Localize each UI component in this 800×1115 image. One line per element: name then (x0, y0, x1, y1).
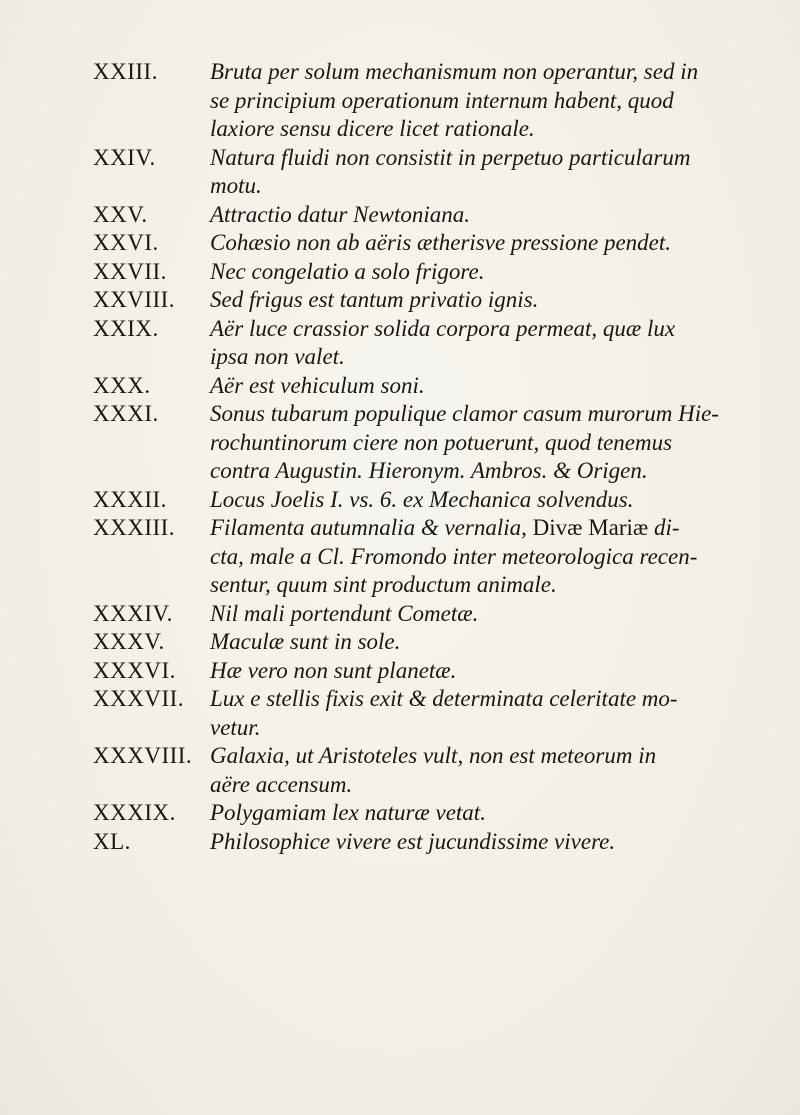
thesis-text: Philosophice vivere est jucundissime vivere. (210, 828, 616, 854)
thesis-number: XXXVI. (93, 657, 176, 683)
thesis-37 (93, 685, 733, 742)
thesis-number: XXXII. (93, 486, 167, 512)
thesis-number: XXXIII. (93, 515, 176, 540)
thesis-number: XXIV. (93, 144, 156, 170)
thesis-number: XXVII. (93, 258, 167, 284)
thesis-number: XXVIII. (93, 287, 176, 312)
thesis-text: Nil mali portendunt Cometæ. (210, 600, 479, 626)
thesis-32 (93, 486, 733, 515)
thesis-text: Aër est vehiculum soni. (210, 372, 425, 398)
thesis-25 (93, 201, 733, 230)
thesis-30 (93, 372, 733, 401)
thesis-34 (93, 600, 733, 629)
thesis-number: XXVI. (93, 230, 159, 255)
thesis-33 (93, 514, 733, 600)
thesis-number: XXXVII. (93, 686, 185, 711)
thesis-text: Lux e stellis fixis exit & determinata celeritate mo- vetur. (210, 686, 678, 740)
thesis-text: Locus Joelis I. vs. 6. ex Mechanica solvendus. (210, 486, 634, 512)
thesis-text: Sed frigus est tantum privatio ignis. (210, 287, 539, 312)
thesis-number: XXXVIII. (93, 743, 193, 768)
thesis-31 (93, 400, 733, 486)
thesis-text: Natura fluidi non consistit in perpetuo particularum motu. (210, 144, 691, 198)
thesis-text: Filamenta autumnalia & vernalia, Divæ Mariæ di- cta, male a Cl. Fromondo inter meteorologica recen- sentur, quum sint productum animale. (210, 515, 698, 597)
thesis-28 (93, 286, 733, 315)
thesis-26 (93, 229, 733, 258)
thesis-23 (93, 58, 733, 144)
thesis-text: Nec congelatio a solo frigore. (210, 258, 485, 284)
thesis-number: XXXIX. (93, 800, 176, 825)
thesis-text: Attractio datur Newtoniana. (210, 201, 471, 227)
thesis-24 (93, 144, 733, 201)
thesis-35 (93, 628, 733, 657)
thesis-number: XXIII. (93, 59, 158, 84)
thesis-text: Polygamiam lex naturæ vetat. (210, 800, 486, 825)
thesis-text: Galaxia, ut Aristoteles vult, non est meteorum in aëre accensum. (210, 743, 657, 797)
thesis-text: Maculæ sunt in sole. (210, 629, 401, 654)
thesis-36 (93, 657, 733, 686)
thesis-text: Sonus tubarum populique clamor casum murorum Hie- rochuntinorum ciere non potuerunt, quod tenemus contra Augustin. Hieronym. Ambros. & Origen. (210, 401, 719, 483)
thesis-number: XL. (93, 828, 131, 854)
thesis-text: Hæ vero non sunt planetæ. (210, 657, 457, 683)
thesis-text: Aër luce crassior solida corpora permeat, quæ lux ipsa non valet. (210, 315, 676, 369)
roman-phrase: Divæ Mariæ (532, 515, 649, 540)
thesis-40 (93, 828, 733, 857)
thesis-number: XXV. (93, 201, 148, 227)
thesis-39 (93, 799, 733, 828)
thesis-number: XXXV. (93, 629, 165, 654)
thesis-number: XXXI. (93, 401, 159, 426)
thesis-text: Bruta per solum mechanismum non operantur, sed in se principium operationum internum habent, quod laxiore sensu dicere licet rationale. (210, 59, 699, 141)
thesis-text: Cohæsio non ab aëris ætherisve pressione pendet. (210, 230, 672, 255)
thesis-number: XXIX. (93, 315, 159, 341)
thesis-27 (93, 258, 733, 287)
thesis-38 (93, 742, 733, 799)
thesis-29 (93, 315, 733, 372)
thesis-number: XXX. (93, 372, 151, 398)
theses-list (93, 58, 733, 856)
thesis-number: XXXIV. (93, 600, 173, 626)
